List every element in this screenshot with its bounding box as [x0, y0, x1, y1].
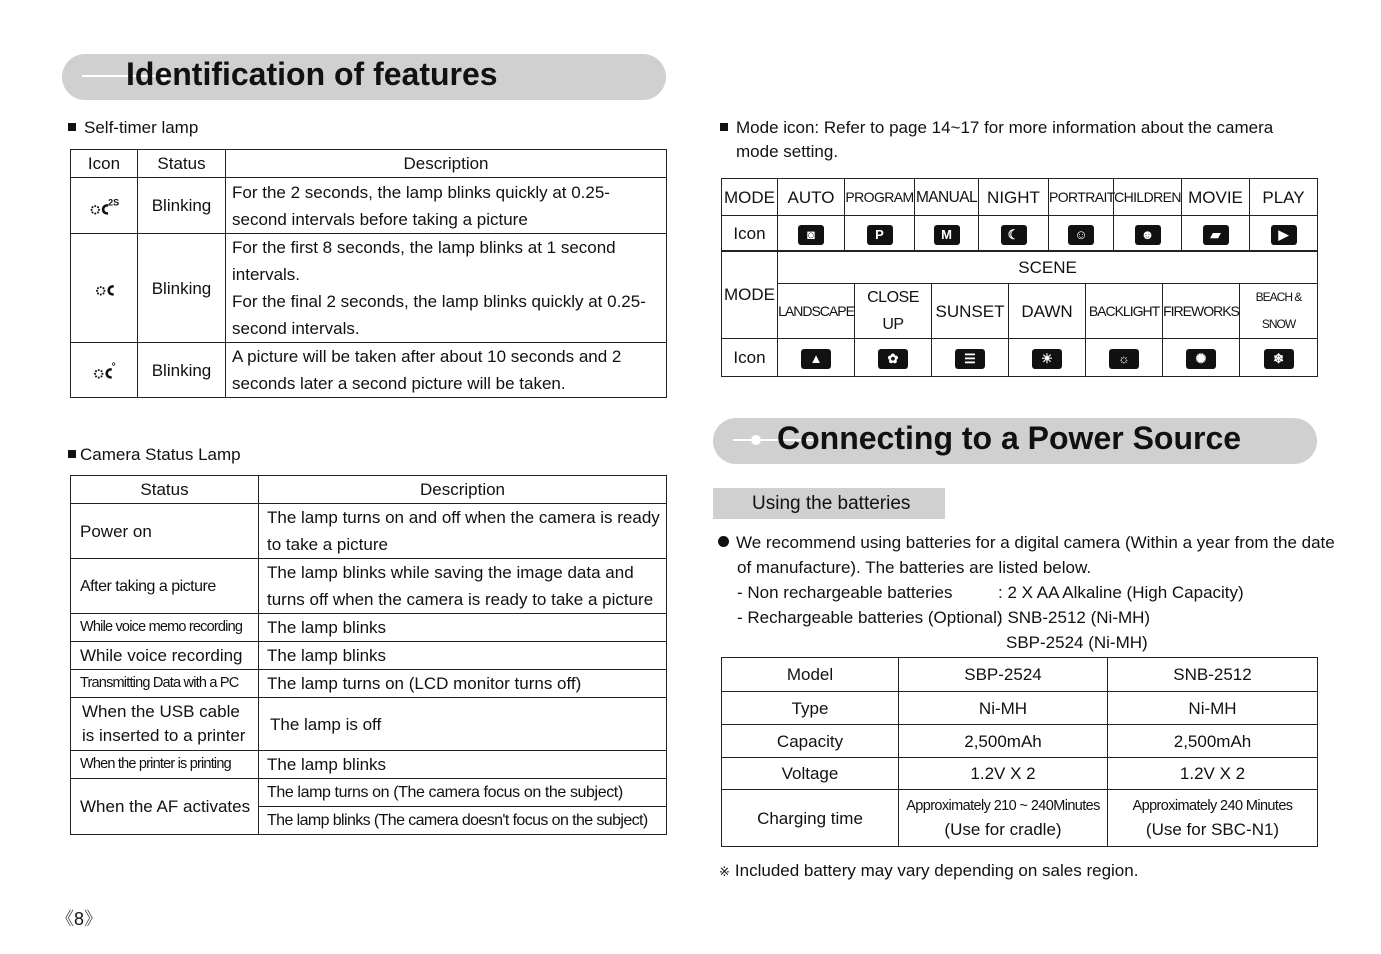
scene-landscape: LANDSCAPE: [778, 284, 855, 339]
charging-time-line: Approximately 240 Minutes: [1132, 798, 1293, 814]
header-description: Description: [226, 150, 667, 178]
header-description: Description: [259, 476, 667, 504]
table-row: [71, 504, 667, 559]
status-lamp-heading-text: Camera Status Lamp: [80, 445, 241, 464]
cell-value: Ni-MH: [1108, 692, 1318, 725]
cell-value: [1108, 790, 1318, 847]
landscape-icon: ▲: [801, 349, 831, 369]
square-bullet-icon: [68, 123, 76, 131]
table-row: [71, 614, 667, 642]
movie-icon: ▰: [1203, 225, 1229, 245]
footnote-text: Included battery may vary depending on sales region.: [734, 861, 1139, 880]
status-cell: When the printer is printing: [71, 751, 259, 779]
cell-value: Ni-MH: [899, 692, 1108, 725]
table-row: [722, 758, 1318, 790]
timer-double-icon: ఁ°: [92, 358, 116, 384]
note-mark-icon: ※: [719, 864, 730, 879]
table-row: [71, 642, 667, 670]
description-cell: The lamp turns on and off when the camera is ready to take a picture: [259, 504, 667, 559]
manual-icon: M: [934, 225, 960, 245]
subheading: Using the batteries: [713, 488, 945, 519]
mode-auto: AUTO: [778, 179, 845, 216]
description-cell: The lamp turns on (LCD monitor turns off): [259, 670, 667, 698]
icon-label: Icon: [722, 216, 778, 252]
description-cell: A picture will be taken after about 10 seconds and 2 seconds later a second picture will be taken.: [226, 343, 667, 398]
description-cell: [226, 234, 667, 343]
row-label: Charging time: [722, 790, 899, 847]
table-row: [71, 698, 667, 751]
table-row: [71, 343, 667, 398]
page-number: 《8》: [56, 909, 103, 929]
battery-type-value: : 2 X AA Alkaline (High Capacity): [998, 583, 1244, 602]
portrait-icon: ☺: [1068, 225, 1094, 245]
self-timer-table: [70, 149, 667, 398]
row-label: Type: [722, 692, 899, 725]
description-cell: For the 2 seconds, the lamp blinks quickly at 0.25-second intervals before taking a picture: [226, 178, 667, 234]
mode-intro: [720, 116, 1311, 164]
scene-label: SCENE: [778, 251, 1318, 284]
battery-type-label: - Non rechargeable batteries: [737, 583, 953, 602]
banner-dot-decoration: [751, 435, 761, 445]
description-cell: The lamp blinks while saving the image data and turns off when the camera is ready to take a picture: [259, 559, 667, 614]
scene-backlight: BACKLIGHT: [1086, 284, 1163, 339]
status-cell: Blinking: [138, 178, 226, 234]
row-label: Model: [722, 658, 899, 692]
table-row: [722, 790, 1318, 847]
mode-program: PROGRAM: [845, 179, 915, 216]
description-cell: The lamp blinks: [259, 642, 667, 670]
program-icon: P: [867, 225, 893, 245]
status-cell: While voice recording: [71, 642, 259, 670]
battery-type-value: : SNB-2512 (Ni-MH): [998, 608, 1151, 627]
mode-label: MODE: [722, 179, 778, 216]
timer-2s-icon: ఁ$^{2S}$: [88, 193, 120, 219]
description-cell: The lamp blinks: [259, 614, 667, 642]
square-bullet-icon: [68, 450, 76, 458]
scene-icon-table: [721, 250, 1318, 377]
description-cell: The lamp blinks: [259, 751, 667, 779]
mode-play: PLAY: [1250, 179, 1318, 216]
table-row: [71, 751, 667, 779]
play-icon: ▶: [1271, 225, 1297, 245]
battery-type-value: SBP-2524 (Ni-MH): [1006, 633, 1148, 652]
beach-snow-icon: ❄: [1264, 349, 1294, 369]
cell-value: 2,500mAh: [899, 725, 1108, 758]
cell-value: SBP-2524: [899, 658, 1108, 692]
backlight-icon: ☼: [1109, 349, 1139, 369]
status-cell: After taking a picture: [71, 559, 259, 614]
children-icon: ☻: [1135, 225, 1161, 245]
para-line: of manufacture). The batteries are listed below.: [737, 558, 1092, 577]
battery-type-label: - Rechargeable batteries (Optional): [737, 608, 1003, 627]
charging-time-line: (Use for cradle): [944, 820, 1062, 839]
header-status: Status: [138, 150, 226, 178]
camera-icon: ◙: [798, 225, 824, 245]
description-line: For the final 2 seconds, the lamp blinks quickly at 0.25-second intervals.: [232, 292, 646, 338]
icon-label: Icon: [722, 339, 778, 377]
para-line-text: We recommend using batteries for a digital camera (Within a year from the date: [736, 533, 1335, 552]
section-title: Connecting to a Power Source: [777, 420, 1242, 456]
mode-label: MODE: [722, 251, 778, 339]
status-cell: Blinking: [138, 343, 226, 398]
status-cell: Power on: [71, 504, 259, 559]
status-cell: While voice memo recording: [71, 614, 259, 642]
table-row: [722, 692, 1318, 725]
charging-time-line: (Use for SBC-N1): [1145, 820, 1280, 839]
cell-value: 1.2V X 2: [899, 758, 1108, 790]
status-lamp-heading: [68, 445, 241, 465]
row-label: Voltage: [722, 758, 899, 790]
table-row: [71, 178, 667, 234]
self-timer-heading-text: Self-timer lamp: [84, 118, 199, 137]
table-row: [722, 658, 1318, 692]
charging-time-line: Approximately 210 ~ 240Minutes: [906, 798, 1100, 814]
battery-line: [718, 580, 1335, 605]
cell-value: SNB-2512: [1108, 658, 1318, 692]
mode-movie: MOVIE: [1182, 179, 1250, 216]
header-status: Status: [71, 476, 259, 504]
cell-value: [899, 790, 1108, 847]
description-cell: The lamp turns on (The camera focus on the subject): [259, 779, 667, 807]
table-row: [71, 234, 667, 343]
battery-line: [718, 630, 1335, 655]
round-bullet-icon: [718, 536, 729, 547]
mode-intro-text: Mode icon: Refer to page 14~17 for more information about the camera mode setting.: [736, 118, 1274, 161]
cell-value: 1.2V X 2: [1108, 758, 1318, 790]
para-line: [718, 530, 1335, 555]
description-cell: The lamp is off: [259, 698, 667, 751]
cell-value: 2,500mAh: [1108, 725, 1318, 758]
mode-manual: MANUAL: [915, 179, 979, 216]
scene-close-up: CLOSE UP: [855, 284, 932, 339]
status-cell: Blinking: [138, 234, 226, 343]
scene-beach-snow: BEACH & SNOW: [1240, 284, 1318, 339]
dawn-icon: ☀: [1032, 349, 1062, 369]
sunset-icon: ☰: [955, 349, 985, 369]
status-cell: Transmitting Data with a PC: [71, 670, 259, 698]
table-row: [722, 725, 1318, 758]
fireworks-icon: ✺: [1186, 349, 1216, 369]
battery-line: [718, 605, 1335, 630]
mode-night: NIGHT: [979, 179, 1049, 216]
description-line: For the first 8 seconds, the lamp blinks at 1 second intervals.: [232, 238, 616, 284]
status-lamp-table: [70, 475, 667, 835]
status-cell: When the AF activates: [71, 779, 259, 835]
section-banner-identification: [62, 54, 666, 100]
close-up-icon: ✿: [878, 349, 908, 369]
table-row: [71, 779, 667, 807]
self-timer-heading: [68, 118, 198, 138]
battery-table: [721, 657, 1318, 847]
night-icon: ☾: [1001, 225, 1027, 245]
footnote: [719, 858, 1138, 884]
description-cell: The lamp blinks (The camera doesn't focus on the subject): [259, 807, 667, 835]
page-title: Identification of features: [126, 56, 498, 92]
mode-children: CHILDREN: [1114, 179, 1182, 216]
battery-paragraph: [718, 530, 1335, 655]
square-bullet-icon: [720, 123, 728, 131]
scene-dawn: DAWN: [1009, 284, 1086, 339]
table-row: [71, 559, 667, 614]
mode-portrait: PORTRAIT: [1049, 179, 1114, 216]
header-icon: Icon: [71, 150, 138, 178]
scene-fireworks: FIREWORKS: [1163, 284, 1240, 339]
table-row: [71, 670, 667, 698]
scene-sunset: SUNSET: [932, 284, 1009, 339]
timer-10s-icon: ఁ: [94, 274, 114, 300]
row-label: Capacity: [722, 725, 899, 758]
mode-icon-table: [721, 178, 1318, 252]
section-banner-power: [713, 418, 1317, 464]
status-cell: When the USB cable is inserted to a printer: [71, 698, 259, 751]
